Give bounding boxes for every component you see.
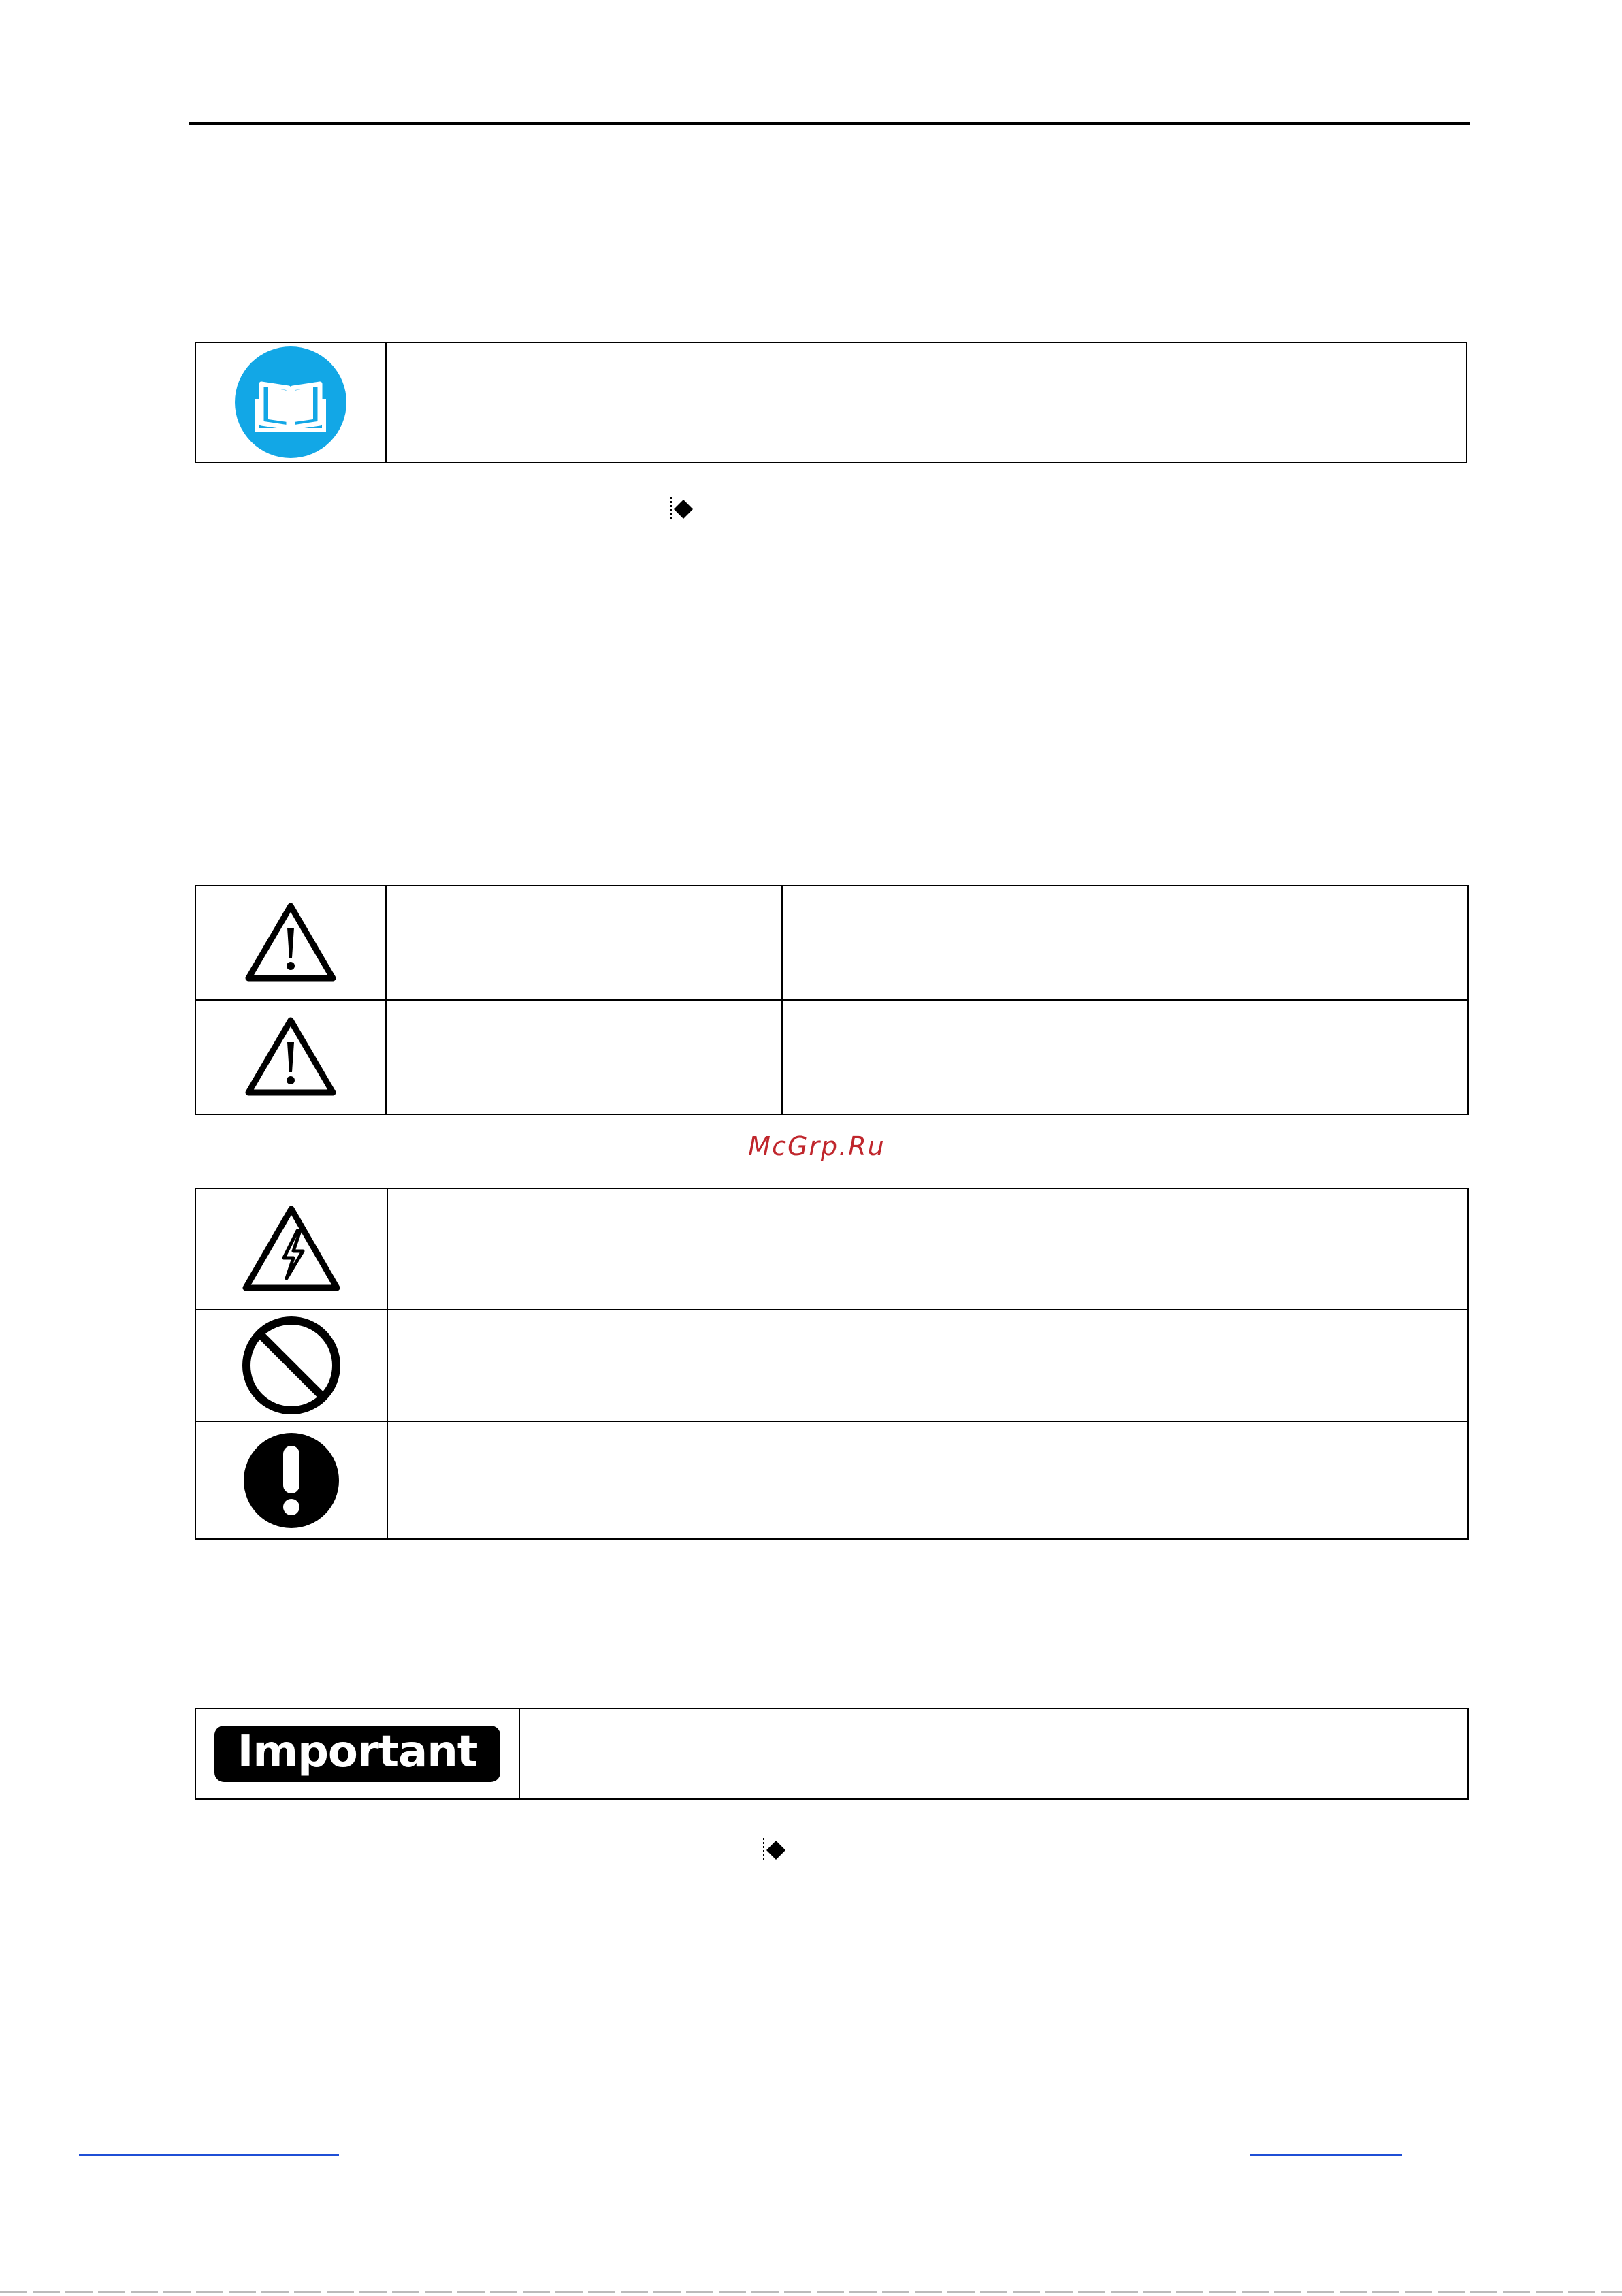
caution-description-cell xyxy=(782,1000,1468,1114)
warning-icon-cell xyxy=(195,886,386,1000)
manual-notice-text-cell xyxy=(386,342,1467,462)
page-bottom-rule xyxy=(0,2291,1622,2293)
hazard-level-table xyxy=(195,885,1469,1115)
warning-label-cell xyxy=(386,886,782,1000)
manual-icon-cell xyxy=(195,342,386,462)
caution-label-cell xyxy=(386,1000,782,1114)
read-manual-icon xyxy=(233,344,348,460)
mandatory-action-icon xyxy=(242,1431,341,1530)
electric-description-cell xyxy=(387,1189,1468,1310)
prohibited-description-cell xyxy=(387,1310,1468,1421)
electric-icon-cell xyxy=(195,1189,387,1310)
important-badge: Important xyxy=(214,1726,501,1781)
diamond-bullet-icon xyxy=(668,496,696,523)
warning-description-cell xyxy=(782,886,1468,1000)
warning-triangle-icon xyxy=(244,902,337,984)
electric-shock-icon xyxy=(240,1203,342,1295)
important-notice-box xyxy=(195,1708,1469,1800)
mandatory-icon-cell xyxy=(195,1421,387,1539)
mandatory-description-cell xyxy=(387,1421,1468,1539)
manual-notice-box xyxy=(195,342,1467,463)
symbol-legend-table xyxy=(195,1188,1469,1540)
prohibited-icon xyxy=(241,1315,342,1416)
important-badge-cell xyxy=(195,1709,519,1799)
footer-link-left[interactable] xyxy=(79,2154,339,2156)
diamond-bullet-icon xyxy=(761,1837,788,1864)
header-rule xyxy=(189,122,1470,125)
watermark-text: McGrp.Ru xyxy=(748,1131,886,1161)
caution-triangle-icon xyxy=(244,1016,337,1098)
prohibited-icon-cell xyxy=(195,1310,387,1421)
important-notice-text-cell xyxy=(519,1709,1468,1799)
caution-icon-cell xyxy=(195,1000,386,1114)
footer-link-right[interactable] xyxy=(1250,2154,1402,2156)
